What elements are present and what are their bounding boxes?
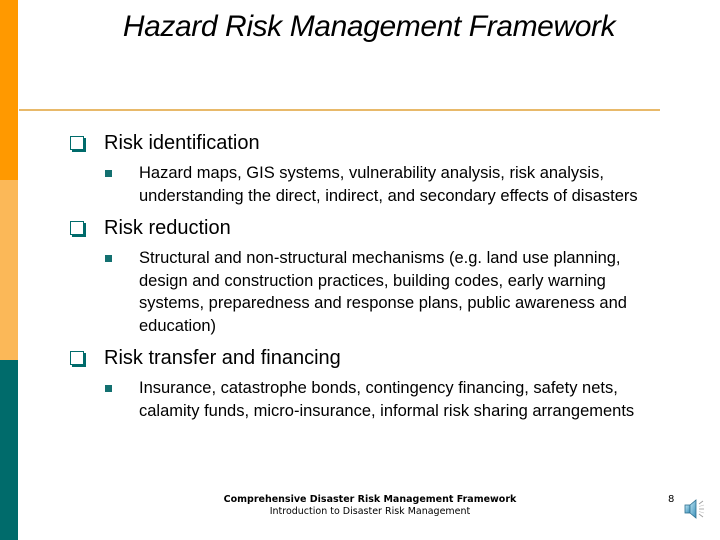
- section-detail: [104, 247, 668, 337]
- sidebar-teal-segment: [0, 360, 18, 540]
- section-heading-risk-identification: [68, 130, 668, 156]
- slide-title: Hazard Risk Management Framework: [122, 10, 616, 43]
- section-heading-text: Risk transfer and financing: [104, 347, 341, 369]
- checkbox-bullet-icon: [70, 221, 84, 235]
- section-heading-text: Risk reduction: [104, 217, 231, 239]
- speaker-icon[interactable]: [682, 496, 708, 522]
- section-heading-risk-reduction: [68, 215, 668, 241]
- section-detail-text: Structural and non-structural mechanisms (e.g. land use planning, design and construction practices, building codes, early warning systems, preparedness and response plans, public awareness and education): [139, 249, 627, 335]
- section-heading-risk-transfer: [68, 345, 668, 371]
- square-bullet-icon: [105, 255, 112, 262]
- section-detail-text: Hazard maps, GIS systems, vulnerability analysis, risk analysis, understanding the direct, indirect, and secondary effects of disasters: [139, 164, 638, 205]
- title-divider: [19, 109, 660, 111]
- square-bullet-icon: [105, 170, 112, 177]
- left-color-bar: [0, 0, 18, 540]
- section-detail: [104, 377, 668, 422]
- sidebar-orange-segment: [0, 0, 18, 180]
- footer-module-title: Introduction to Disaster Risk Management: [269, 506, 471, 517]
- checkbox-bullet-icon: [70, 136, 84, 150]
- square-bullet-icon: [105, 385, 112, 392]
- section-detail: [104, 162, 668, 207]
- page-number: 8: [668, 494, 675, 505]
- section-detail-text: Insurance, catastrophe bonds, contingency financing, safety nets, calamity funds, micro-insurance, informal risk sharing arrangements: [139, 379, 635, 420]
- footer-course-title: Comprehensive Disaster Risk Management Framework: [223, 494, 517, 505]
- slide-content: [68, 130, 668, 430]
- sidebar-light-orange-segment: [0, 180, 18, 360]
- section-heading-text: Risk identification: [104, 132, 260, 154]
- checkbox-bullet-icon: [70, 351, 84, 365]
- slide-footer: [200, 494, 540, 518]
